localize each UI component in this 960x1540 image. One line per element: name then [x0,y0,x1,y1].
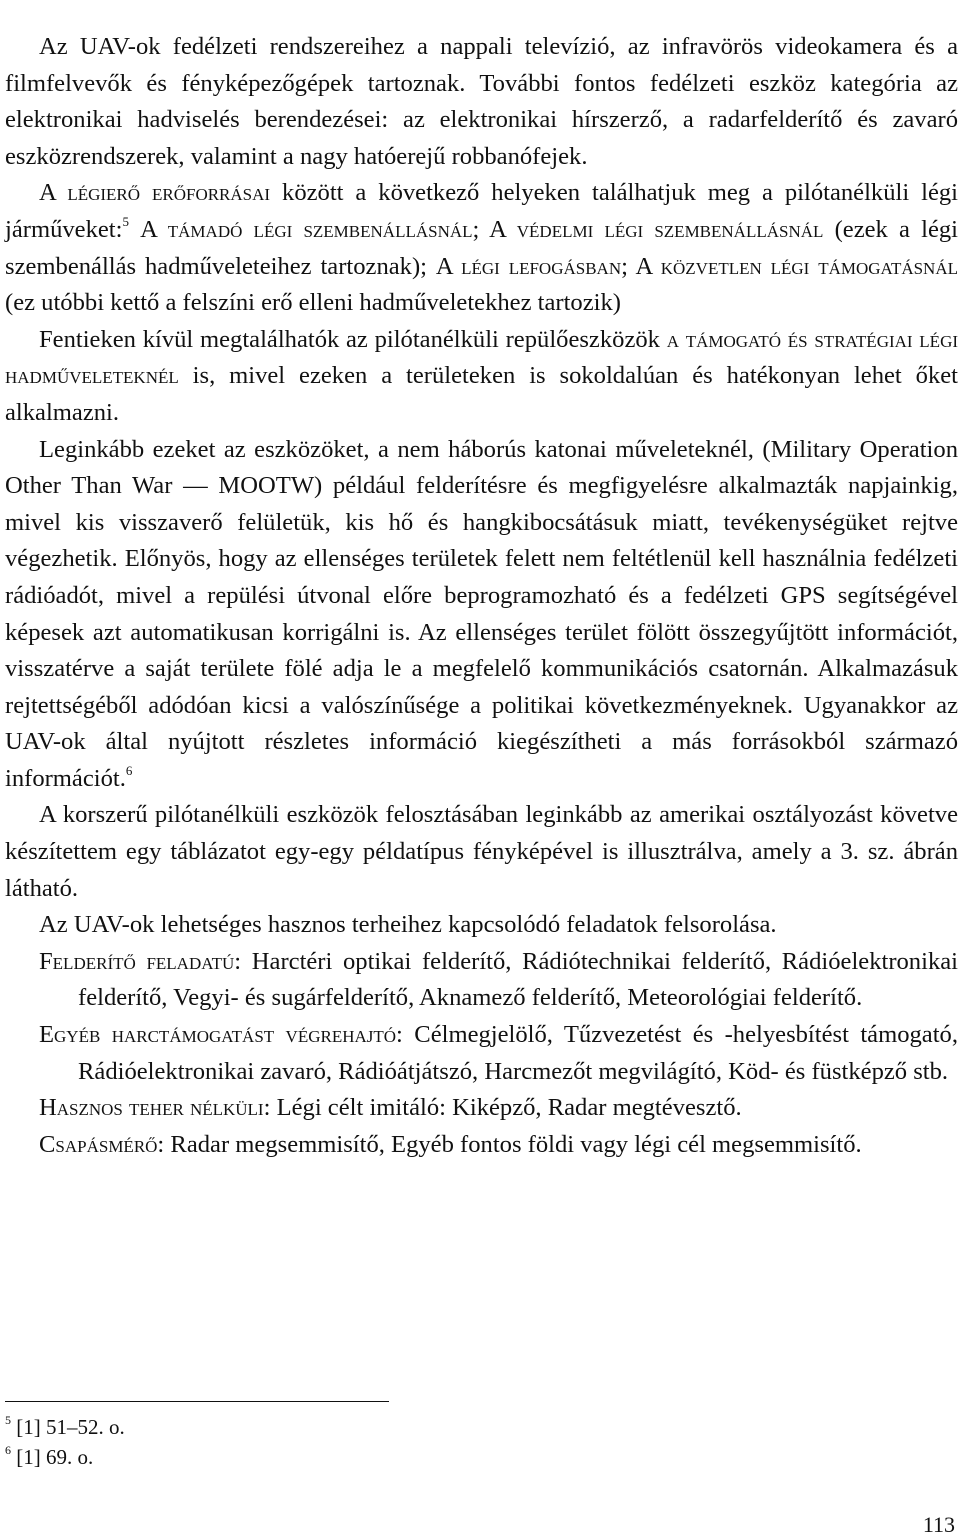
list-item-text: Légi célt imitáló: Kiképző, Radar megtévesztő. [270,1094,742,1122]
paragraph-4: Leginkább ezeket az eszközöket, a nem háborús katonai műveleteknél, (Military Operation Other Than War — MOOTW) például felderítésre és megfigyelésre alkalmazták napjainkig, mivel kis visszaverő felületük, kis hő és hangkibocsátásuk miatt, tevékenységüket rejtve végezhetik. Előnyös, hogy az ellenséges területek felett nem feltétlenül kell használnia fedélzeti rádióadót, mivel a repülési útvonal előre beprogramozható és a fedélzeti GPS segítségével képesek azt automatikusan korrigálni is. Az ellenséges terület fölött összegyűjtött információt, visszatérve a saját területe fölé adja le a megfelelő kommunikációs csatornán. Alkalmazásuk rejtettségéből adódóan kicsi a valószínűsége a politikai következményeknek. Ugyanakkor az UAV-ok által nyújtott részletes információ kiegészítheti a más forrásokból származó információt.$^6$ [5,435,958,792]
task-list [5,944,958,1164]
footnote-ref-6[interactable]: 6 [125,762,133,778]
list-item-text: Harctéri optikai felderítő, Rádiótechnikai felderítő, Rádióelektronikai felderítő, Vegyi- és sugárfelderítő, Aknamező felderítő, Meteorológiai felderítő. [78,947,958,1012]
term-tamogato-strategiai: a támogató és stratégiai légi hadműveleteknél [5,325,959,390]
paragraph-3: Fentieken kívül megtalálhatók az pilótanélküli repülőeszközök a támogató és stratégiai légi hadműveleteknél is, mivel ezeken a területeken is sokoldalúan és hatékonyan lehet őket alkalmazni. [5,325,959,426]
list-item-label: Csapásmérő: [39,1130,165,1158]
footnote-separator [5,1401,389,1402]
list-item-label: Felderítő feladatú: [39,947,242,975]
list-item [5,1090,958,1127]
list-item [5,1017,958,1090]
footnote-5 [5,1412,125,1442]
paragraph-6: Az UAV-ok lehetséges hasznos terheihez kapcsolódó feladatok felsorolása. [39,911,777,939]
list-item-label: Egyéb harctámogatást végrehajtó: [39,1021,403,1049]
list-item-text: Célmegjelölő, Tűzvezetést és -helyesbítést támogató, Rádióelektronikai zavaró, Rádióátjátszó, Harcmezőt megvilágító, Köd- és füstképző stb. [78,1021,958,1085]
footnotes [5,1412,125,1472]
page-number: 113 [922,1512,955,1537]
footnote-text: [1] 51–52. o. [16,1415,125,1439]
paragraph-5: A korszerű pilótanélküli eszközök felosztásában leginkább az amerikai osztályozást követve készítettem egy táblázatot egy-egy példatípus fényképével is illusztrálva, amely a 3. sz. ábrán látható. [5,801,958,902]
list-item [5,1127,958,1164]
list-item [5,944,958,1017]
term-legiero-eroforrasai: A légierő erőforrásai [39,179,271,207]
paragraph-2: A légierő erőforrásai között a következő helyeken találhatjuk meg a pilótanélküli légi járműveket:$^5$ A támadó légi szembenállásnál; A védelmi légi szembenállásnál (ezek a légi szembenállás hadműveleteihez tartoznak); A légi lefogásban; A közvetlen légi támogatásnál (ez utóbbi kettő a felszíni erő elleni hadműveletekhez tartozik) [5,179,959,317]
list-item-label: Hasznos teher nélküli: [39,1094,271,1122]
term-lefogas-tamogatas: A légi lefogásban; A közvetlen légi támogatásnál [435,252,958,280]
list-item-text: Radar megsemmisítő, Egyéb fontos földi vagy légi cél megsemmisítő. [164,1130,862,1158]
page-body [5,29,958,1163]
footnote-number: 6 [5,1443,11,1457]
footnote-number: 5 [5,1413,11,1427]
paragraph-1: Az UAV-ok fedélzeti rendszereihez a nappali televízió, az infravörös videokamera és a filmfelvevők és fényképezőgépek tartoznak. További fontos fedélzeti eszköz kategória az elektronikai hadviselés berendezései: az elektronikai hírszerző, a radarfelderítő és zavaró eszközrendszerek, valamint a nagy hatóerejű robbanófejek. [5,33,958,170]
footnote-6 [5,1442,125,1472]
footnote-text: [1] 69. o. [16,1445,94,1469]
term-szembenallas: A támadó légi szembenállásnál; A védelmi légi szembenállásnál [140,215,824,243]
footnote-ref-5[interactable]: 5 [122,213,129,229]
